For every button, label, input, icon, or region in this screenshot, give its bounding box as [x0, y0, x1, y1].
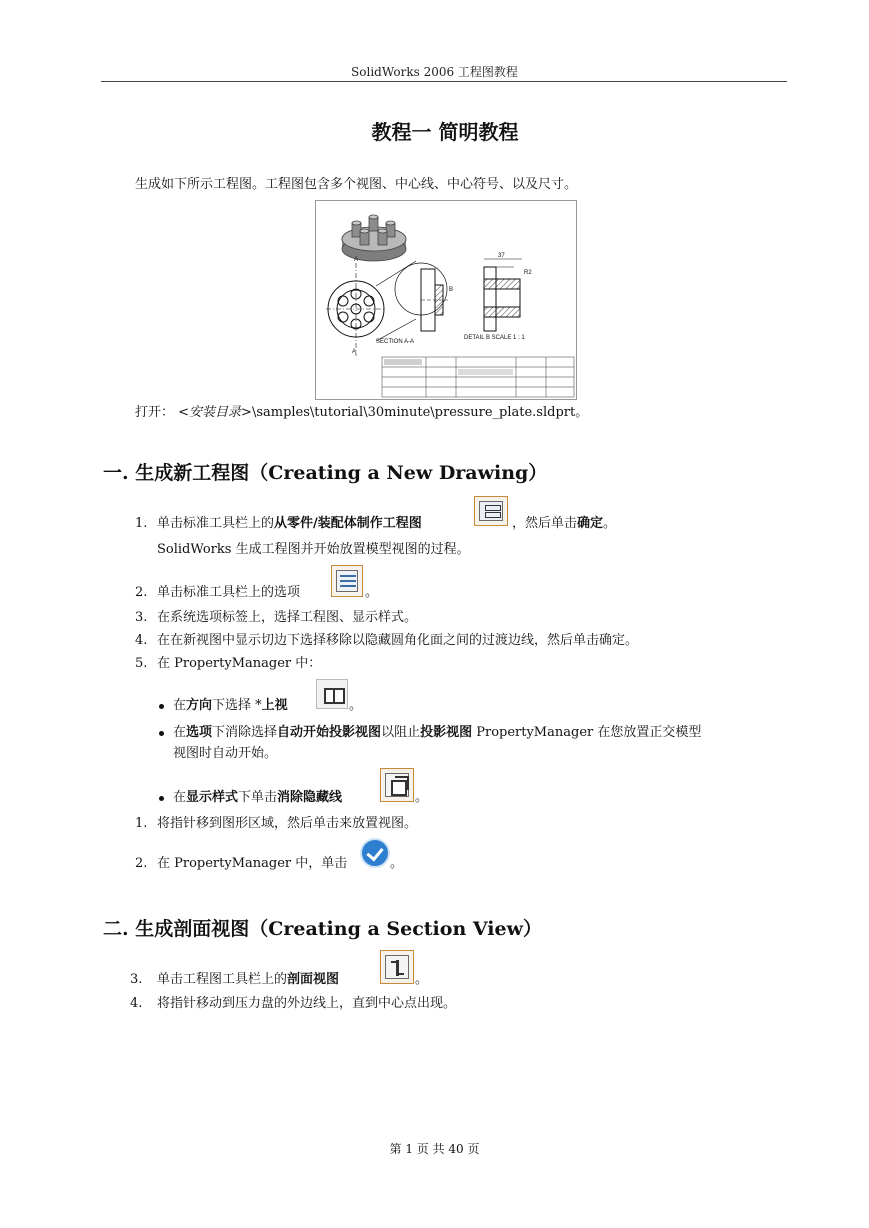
check-mark [366, 844, 383, 862]
step-3-number: 3. [135, 610, 148, 625]
isometric-part [342, 215, 406, 261]
header-rule [101, 81, 787, 82]
section-label: SECTION A-A [376, 339, 415, 345]
step-1-part-c: ，然后单击 [512, 516, 578, 531]
projected-view-label: 投影视图 [420, 725, 473, 740]
bullet-1-period: 。 [349, 698, 363, 713]
step-1-text [157, 516, 422, 532]
bullet-2-c: 下消除选择 [212, 725, 278, 740]
s2-step-3-period: 。 [415, 972, 429, 987]
file-path: \samples\tutorial\30minute\pressure_plate.sldprt。 [251, 405, 589, 420]
dim-r2: R2 [524, 270, 532, 276]
section-view-icon[interactable] [380, 950, 414, 984]
top-view-icon[interactable] [316, 679, 348, 709]
options-icon[interactable] [331, 565, 363, 597]
bullet-3-text [173, 790, 342, 806]
s2-step-3-text [157, 972, 339, 988]
options-glyph-line-2 [340, 580, 356, 582]
step-1-number: 1. [135, 516, 148, 531]
step-1-note: SolidWorks 生成工程图并开始放置模型视图的过程。 [157, 542, 470, 557]
intro-text: 生成如下所示工程图。工程图包含多个视图、中心线、中心符号、以及尺寸。 [135, 177, 578, 192]
s2-step-4-text: 将指针移动到压力盘的外边线上，直到中心点出现。 [157, 996, 457, 1011]
bullet-2-text [173, 725, 701, 741]
bullet-1-c: 下选择 * [212, 698, 262, 713]
step-5-text: 在 PropertyManager 中： [157, 656, 322, 671]
section-2-heading: 二. 生成剖面视图（Creating a Section View） [103, 918, 542, 940]
bullet-3-period: 。 [415, 790, 429, 805]
options-glyph-line-3 [340, 585, 356, 587]
step-1-tail [512, 516, 616, 532]
ok-check-icon[interactable] [360, 838, 390, 868]
step-2-period: 。 [365, 585, 379, 600]
cube-glyph-back [395, 776, 409, 790]
step-7-period: 。 [390, 856, 404, 871]
make-drawing-from-part-icon[interactable] [474, 496, 508, 526]
step-7-text: 在 PropertyManager 中，单击 [157, 856, 348, 871]
options-label: 选项 [186, 725, 213, 740]
step-2-text: 单击标准工具栏上的选项 [157, 585, 301, 600]
detail-label: DETAIL B SCALE 1 : 1 [464, 335, 525, 341]
ok-label: 确定 [577, 516, 604, 531]
top-view-label: 上视 [261, 698, 288, 713]
make-drawing-glyph-top [485, 505, 501, 511]
open-prefix: 打开： [135, 405, 179, 420]
s2-step-3-number: 3. [130, 972, 143, 987]
install-dir: <安装目录> [178, 405, 252, 420]
section-view [421, 269, 448, 331]
section-1-heading: 一. 生成新工程图（Creating a New Drawing） [103, 462, 548, 484]
make-drawing-glyph-bottom [485, 512, 501, 518]
drawing-figure [315, 200, 577, 400]
hidden-lines-removed-label: 消除隐藏线 [277, 790, 343, 805]
bullet-2-line-2: 视图时自动开始。 [173, 746, 278, 761]
bullet-3-c: 下单击 [238, 790, 278, 805]
hidden-lines-removed-icon[interactable] [380, 768, 414, 802]
step-6-number: 1. [135, 816, 148, 831]
step-2-number: 2. [135, 585, 148, 600]
step-4-text: 在在新视图中显示切边下选择移除以隐藏圆角化面之间的过渡边线，然后单击确定。 [157, 633, 639, 648]
dim-37: 37 [498, 253, 505, 259]
step-1-period: 。 [603, 516, 617, 531]
title-block [382, 357, 574, 397]
bullet-1-a: 在 [173, 698, 187, 713]
bullet-3-a: 在 [173, 790, 187, 805]
bullet-2-a: 在 [173, 725, 187, 740]
section-view-label: 剖面视图 [287, 972, 340, 987]
top-view-glyph-divider [333, 688, 335, 704]
page-footer: 第 1 页 共 40 页 [389, 1142, 480, 1156]
bullet-dot [159, 704, 164, 709]
dim-a-bottom: A [352, 349, 357, 355]
bullet-dot [159, 796, 164, 801]
bullet-1-text [173, 698, 288, 714]
s2-step-4-number: 4. [130, 996, 143, 1011]
step-7-number: 2. [135, 856, 148, 871]
bullet-2-e: 以阻止 [381, 725, 421, 740]
auto-start-projected-label: 自动开始投影视图 [277, 725, 382, 740]
step-5-number: 5. [135, 656, 148, 671]
make-drawing-label: 从零件/装配体制作工程图 [274, 516, 422, 531]
step-1-part-a: 单击标准工具栏上的 [157, 516, 275, 531]
orientation-label: 方向 [186, 698, 213, 713]
step-6-text: 将指针移到图形区域，然后单击来放置视图。 [157, 816, 418, 831]
running-header: SolidWorks 2006 工程图教程 [351, 65, 518, 79]
page-title: 教程一 简明教程 [371, 120, 519, 144]
dim-a-top: A [354, 257, 359, 263]
bullet-2-g: PropertyManager 在您放置正交模型 [472, 725, 702, 740]
display-style-label: 显示样式 [186, 790, 239, 805]
options-glyph-line-1 [340, 575, 356, 577]
dim-b: B [449, 287, 454, 293]
section-glyph-bottom-arrow [396, 973, 404, 975]
bullet-dot [159, 731, 164, 736]
step-3-text: 在系统选项标签上，选择工程图、显示样式。 [157, 610, 418, 625]
detail-view [484, 259, 522, 331]
section-glyph-top-arrow [391, 961, 399, 963]
step-4-number: 4. [135, 633, 148, 648]
drawing-illustration [316, 201, 576, 399]
open-file-line [135, 405, 588, 421]
s2-step-3-a: 单击工程图工具栏上的 [157, 972, 288, 987]
